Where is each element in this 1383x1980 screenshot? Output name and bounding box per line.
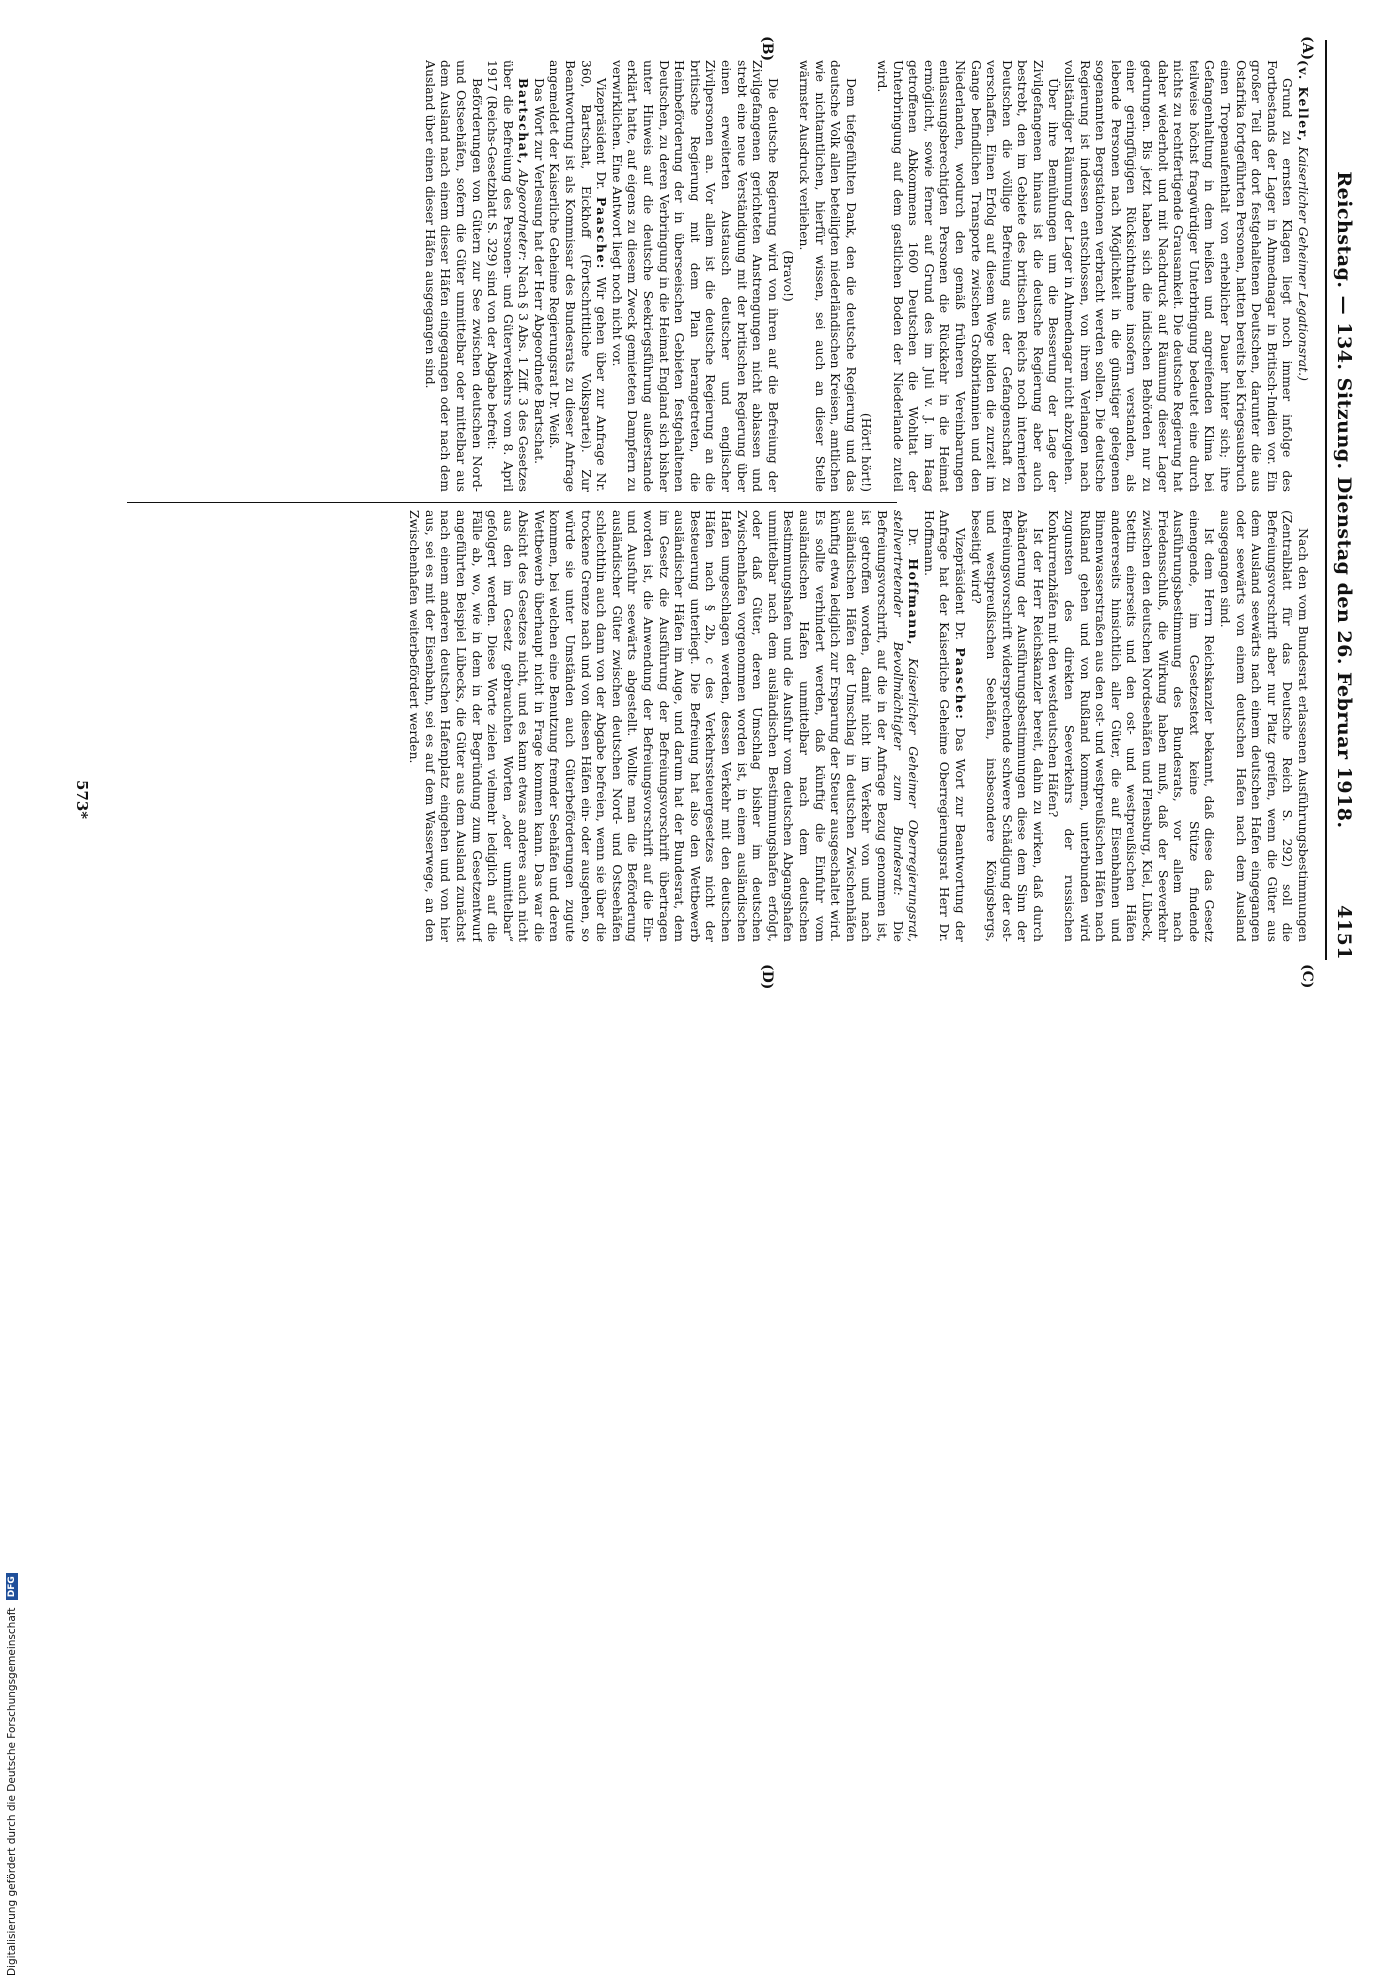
right-column: [101, 510, 1311, 942]
speaker-role: Abgeordneter:: [516, 169, 532, 261]
speaker-name: (v. Keller,: [1296, 60, 1311, 143]
paragraph: Grund zu ernsten Klagen liegt noch immer infolge des Fortbestands der Lager in Ahmednagar in Britisch-Indien vor. Ein großer Teil der dort festgehaltenen Deutschen, darunter die aus Ostafrika fortgeführten Personen, hatten bereits bei Kriegsausbruch einen Tropenaufenthalt von erheblicher Dauer hinter sich; ihre Gefangenhaltung in dem heißen und angreifenden Klima bei teilweise höchst fragwürdiger Unterbringung bedeutet eine durch nichts zu rechtfertigende Grausamkeit. Die deutsche Regierung hat daher wiederholt und mit Nachdruck auf Räumung dieser Lager gedrungen. Bis jetzt haben sich die indischen Behörden nur zu einer geringfügigen Rücksichtnahme insofern verstanden, als lebende Personen nach Möglichkeit in die günstiger gelegenen sogenannten Bergstationen verbracht werden sollen. Die deutsche Regierung ist indessen entschlossen, von ihrem Verlangen nach vollständiger Räumung der Lager in Ahmednagar nicht abzugehen.: [1062, 60, 1296, 492]
paragraph: [485, 60, 532, 492]
paragraph: Beförderungen von Gütern zur See zwischen deutschen Nord- und Ostseehäfen, sofern die Güter unmittelbar oder mittelbar aus dem Ausland nach einem dieser Häfen eingegangen oder nach dem Ausland über einen dieser Häfen ausgegangen sind.: [422, 60, 485, 492]
speaker-prefix: Vizepräsident Dr.: [952, 528, 968, 641]
interjection: (Hört! hört!): [859, 412, 875, 492]
left-column: [101, 60, 1311, 492]
paragraph: Dem tiefgefühlten Dank, den die deutsche Regierung und das deutsche Volk allen beteiligten niederländischen Kreisen, amtlichen wie nichtamtlichen, hierfür wissen, sei auch an dieser Stelle wärmster Ausdruck verliehen.: [797, 60, 859, 492]
speaker-name: Paasche:: [952, 647, 968, 721]
paragraph: [921, 510, 968, 942]
paragraph: Nach den vom Bundesrat erlassenen Ausführungsbestimmungen (Zentralblatt für das Deutsche Reich S. 292) soll die Befreiungsvorschrift aber nur Platz greifen, wenn die Güter aus dem Ausland seewärts nach einem deutschen Hafen eingegangen oder seewärts von einem deutschen Hafen nach dem Ausland ausgegangen sind.: [1218, 510, 1311, 942]
paragraph: Ist dem Herrn Reichskanzler bekannt, daß diese das Gesetz einengende, im Gesetzestext keine Stütze findende Ausführungsbestimmung des Bundesrats, vor allem nach Friedensschluß, die Wirkung haben muß, daß der Seeverkehr zwischen den deutschen Nordseehäfen und Flensburg, Kiel, Lübeck, Stettin einerseits und den ost- und westpreußischen Häfen andererseits hinsichtlich aller Güter, die auf Eisenbahnen und Binnenwasserstraßen aus den ost- und westpreußischen Häfen nach Rußland gehen und von Rußland kommen, unterbunden wird zugunsten des direkten Seeverkehrs der russischen Konkurrenzhäfen mit den westdeutschen Häfen?: [1046, 510, 1218, 942]
speaker-line: [1295, 60, 1311, 492]
paragraph: Die deutsche Regierung wird von ihren auf die Befreiung der Zivilgefangenen gerichteten Anstrengungen nicht ablassen und strebt eine neue Verständigung mit der britischen Regierung über einen erweiterten Austausch deutscher und englischer Zivilpersonen an. Vor allem ist die deutsche Regierung an die britische Regierung mit dem Plan herangetreten, die Heimbeförderung der in überseeischen Gebieten festgehaltenen Deutschen, zu deren Verbringung in die Heimat England sich bisher unter Hinweis auf die deutsche Seekriegsführung außerstande erklärt hatte, auf eigens zu diesem Zweck gemieteten Dampfern zu verwirklichen. Eine Antwort liegt noch nicht vor.: [609, 60, 781, 492]
paragraph: Das Wort zur Verlesung hat der Herr Abgeordnete Bartschat.: [531, 78, 547, 465]
paragraph: [547, 60, 609, 492]
paragraph: Ist der Herr Reichskanzler bereit, dahin zu wirken, daß durch Abänderung der Ausführungsbestimmungen diese dem Sinn der Befreiungsvorschrift widersprechende schwere Schädigung der ost- und westpreußischen Seehäfen, insbesondere Königsbergs, beseitigt wird?: [968, 510, 1046, 942]
speaker-name: Bartschat,: [516, 78, 532, 166]
paragraph-text: Nach § 3 Abs. 1 Ziff. 3 des Gesetzes über die Befreiung des Personen- und Güterverkehrs vom 8. April 1917 (Reichs-Gesetzblatt S. 329) sind von der Abgabe befreit:: [485, 60, 532, 492]
page-title: Reichstag. — 134. Sitzung. Dienstag den 26. Februar 1918.: [1333, 171, 1355, 829]
page-number: 4151: [1333, 905, 1355, 960]
paragraph: Über ihre Bemühungen um die Besserung der Lage der Zivilgefangenen hinaus ist die deutsche Regierung aber auch bestrebt, den im Gebiete des britischen Reichs noch internierten Deutschen die völlige Befreiung aus der Gefangenschaft zu verschaffen. Einen Erfolg auf diesem Wege bilden die zurzeit im Gange befindlichen Transporte zwischen Großbritannien und den Niederlanden, wodurch den gemäß früheren Vereinbarungen entlassungsberechtigten Personen die Rückkehr in die Heimat ermöglicht, sowie ferner auf Grund des im Juli v. J. im Haag getroffenen Abkommens 1600 Deutschen die Wohltat der Unterbringung auf dem gastlichen Boden der Niederlande zuteil wird.: [874, 60, 1062, 492]
paragraph: [407, 510, 922, 942]
sidebar-credit: [2, 976, 22, 1980]
speaker-name: Paasche:: [594, 196, 610, 270]
page-header: [1325, 40, 1357, 960]
dfg-logo-icon: DFG: [6, 1573, 18, 1600]
paragraph-text: Die Befreiungsvorschrift, auf die in der Anfrage Bezug genommen ist, ist getroffen worden, damit nicht im Verkehr von und nach ausländischen Häfen der Umschlag in deutschen Zwischenhäfen künftig etwa lediglich zur Ersparung der Steuer ausgeschaltet wird. Es sollte verhindert werden, daß künftig die Einfuhr vom ausländischen Hafen unmittelbar nach dem deutschen Bestimmungshafen und die Ausfuhr vom deutschen Abgangshafen unmittelbar nach dem ausländischen Bestimmungshafen erfolgt, oder daß Güter, deren Umschlag bisher im deutschen Zwischenhafen vorgenommen worden ist, in einem ausländischen Hafen umgeschlagen werden, dessen Verkehr mit den deutschen Häfen nach § 2b, c des Verkehrssteuergesetzes nicht der Besteuerung unterliegt. Die Befreiung hat also den Wettbewerb ausländischer Häfen im Auge, und darum hat der Bundesrat, dem im Gesetz die Ausführung der Befreiungsvorschrift übertragen worden ist, die Anwendung der Befreiungsvorschrift auf die Ein- und Ausfuhr seewärts abgestellt. Wollte man die Beförderung ausländischer Güter zwischen deutschen Nord- und Ostseehäfen schlechthin auch dann von der Abgabe befreien, wenn sie über die trockene Grenze nach und von diesen Häfen ein- oder ausgehen, so würde sie unter Umständen auch Güterbeförderungen zugute kommen, bei welchen eine Benutzung fremder Seehäfen und deren Wettbewerb überhaupt nicht in Frage kommen kann. Das war die Absicht des Gesetzes nicht, und es kann etwas anderes auch nicht aus den im Gesetz gebrauchten Worten „oder unmittelbar“ gefolgert werden. Diese Worte zielen vielmehr lediglich auf die Fälle ab, wo, wie in dem in der Begründung zum Gesetzentwurf angeführten Beispiel Lübecks, die Güter aus dem Ausland zunächst nach einem anderen deutschen Hafenplatz eingehen und von hier aus, sei es mit der Eisenbahn, sei es auf dem Wasserwege, an den Zwischenhafen weiterbefördert werden.: [407, 510, 906, 942]
speaker-role: Kaiserlicher Geheimer Oberregierungsrat, stellvertretender Bevollmächtigter zum Bundesrat:: [890, 510, 922, 942]
margin-letter-a: (A): [1299, 36, 1315, 61]
margin-letter-b: (B): [759, 36, 775, 62]
paragraph-text: Wir gehen über zur Anfrage Nr. 360, Bartschat, Eickhoff (Fortschrittliche Volkspartei). Zur Beantwortung ist als Kommissar des Bundesrats zu dieser Anfrage angemeldet der Kaiserliche Geheime Regierungsrat Dr. Weiß.: [547, 60, 610, 492]
interjection: (Bravo!): [781, 250, 797, 302]
speaker-role: Kaiserlicher Geheimer Legationsrat.): [1296, 146, 1311, 381]
column-divider: [127, 502, 897, 503]
speaker-prefix: Vizepräsident Dr.: [594, 78, 610, 190]
credit-text: Digitalisierung gefördert durch die Deutsche Forschungsgemeinschaft: [6, 1607, 18, 1976]
page-stamp: 573*: [73, 780, 91, 820]
speaker-name: Hoffmann,: [906, 558, 922, 647]
margin-letter-d: (D): [759, 964, 775, 990]
speaker-prefix: Dr.: [906, 528, 922, 547]
margin-letter-c: (C): [1299, 964, 1315, 989]
paragraph-text: Das Wort zur Beantwortung der Anfrage hat der Kaiserliche Geheime Oberregierungsrat Herr Dr. Hoffmann.: [921, 510, 968, 942]
